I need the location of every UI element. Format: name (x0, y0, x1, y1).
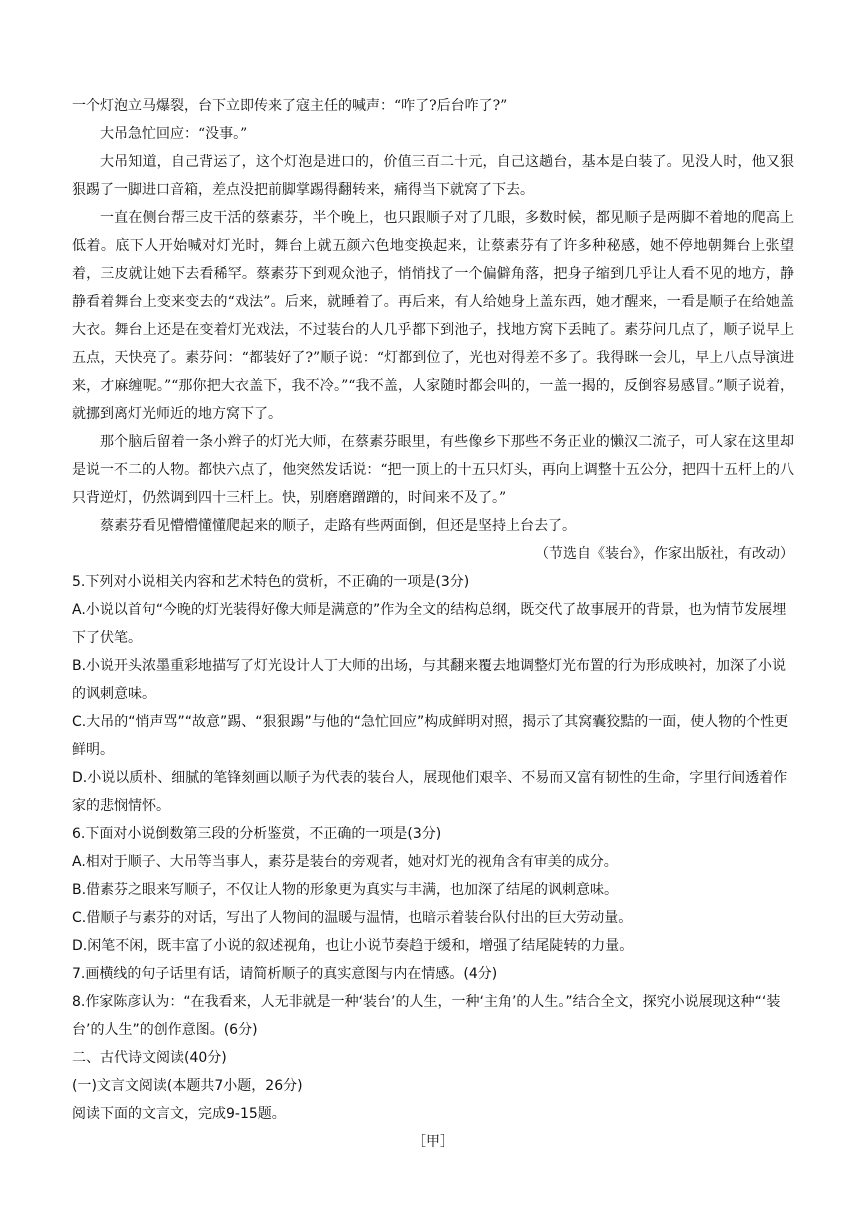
question-6-option-b: B.借素芬之眼来写顺子，不仅让人物的形象更为真实与丰满，也加深了结尾的讽刺意味。 (72, 882, 619, 898)
story-paragraph-1: 一个灯泡立马爆裂，台下立即传来了寇主任的喊声：“咋了?后台咋了?” (72, 98, 508, 114)
story-paragraph-3: 大吊知道，自己背运了，这个灯泡是进口的，价值三百二十元，自己这趟台，基本是白装了。见没人时，他又狠狠踢了一脚进口音箱，差点没把前脚掌踢得翻转来，痛得当下就窝了下去。 (72, 154, 794, 198)
question-7: 7.画横线的句子话里有话，请简析顺子的真实意图与内在情感。(4分) (72, 966, 498, 982)
subsection-heading-classical: (一)文言文阅读(本题共7小题，26分) (72, 1078, 303, 1094)
exam-page (72, 92, 794, 1156)
question-6-option-a: A.相对于顺子、大吊等当事人，素芬是装台的旁观者，她对灯光的视角含有审美的成分。 (72, 854, 618, 870)
reading-instruction: 阅读下面的文言文，完成9-15题。 (72, 1106, 286, 1122)
source-citation: （节选自《装台》，作家出版社，有改动） (535, 546, 794, 562)
question-8: 8.作家陈彦认为：“在我看来，人无非就是一种‘装台’的人生，一种‘主角’的人生。”结合全文，探究小说展现这种“‘装台’的人生”的创作意图。(6分) (72, 994, 781, 1038)
question-5-option-c: C.大吊的“悄声骂”“故意”踢、“狠狠踢”与他的“急忙回应”构成鲜明对照，揭示了其窝囊狡黠的一面，使人物的个性更鲜明。 (72, 714, 789, 758)
story-paragraph-2: 大吊急忙回应：“没事。” (100, 126, 248, 142)
question-6-option-c: C.借顺子与素芬的对话，写出了人物间的温暖与温情，也暗示着装台队付出的巨大劳动量。 (72, 910, 633, 926)
section-heading-ancient: 二、古代诗文阅读(40分) (72, 1050, 227, 1066)
question-5-option-d: D.小说以质朴、细腻的笔锋刻画以顺子为代表的装台人，展现他们艰辛、不易而又富有韧性的生命，字里行间透着作家的悲悯情怀。 (72, 770, 788, 814)
story-paragraph-6: 蔡素芬看见懵懵懂懂爬起来的顺子，走路有些两面倒，但还是坚持上台去了。 (100, 518, 576, 534)
question-6-stem: 6.下面对小说倒数第三段的分析鉴赏，不正确的一项是(3分) (72, 826, 442, 842)
question-5-stem: 5.下列对小说相关内容和艺术特色的赏析，不正确的一项是(3分) (72, 574, 470, 590)
question-5-option-b: B.小说开头浓墨重彩地描写了灯光设计人丁大师的出场，与其翻来覆去地调整灯光布置的行为形成映衬，加深了小说的讽刺意味。 (72, 658, 787, 702)
story-paragraph-4: 一直在侧台帮三皮干活的蔡素芬，半个晚上，也只跟顺子对了几眼，多数时候，都见顺子是两脚不着地的爬高上低着。底下人开始喊对灯光时，舞台上就五颜六色地变换起来，让蔡素芬有了许多种秘感，她不停地朝舞台上张望着，三皮就让她下去看稀罕。蔡素芬下到观众池子，悄悄找了一个偏僻角落，把身子缩到几乎让人看不见的地方，静静看着舞台上变来变去的“戏法”。后来，就睡着了。再后来，有人给她身上盖东西，她才醒来，一看是顺子在给她盖大衣。舞台上还是在变着灯光戏法，不过装台的人几乎都下到池子，找地方窝下丢盹了。素芬问几点了，顺子说早上五点，天快亮了。素芬问：“都装好了?”顺子说：“灯都到位了，光也对得差不多了。我得眯一会儿，早上八点导演进来，才麻缠呢。”“那你把大衣盖下，我不冷。”“我不盖，人家随时都会叫的，一盖一揭的，反倒容易感冒。”顺子说着，就挪到离灯光师近的地方窝下了。 (72, 210, 794, 422)
question-6-option-d: D.闲笔不闲，既丰富了小说的叙述视角，也让小说节奏趋于缓和，增强了结尾陡转的力量。 (72, 938, 634, 954)
passage-label-jia: ［甲］ (412, 1134, 454, 1150)
story-excerpt (72, 92, 794, 568)
question-5-option-a: A.小说以首句“今晚的灯光装得好像大师是满意的”作为全文的结构总纲，既交代了故事展开的背景，也为情节发展埋下了伏笔。 (72, 602, 787, 646)
story-paragraph-5: 那个脑后留着一条小辫子的灯光大师，在蔡素芬眼里，有些像乡下那些不务正业的懒汉二流子，可人家在这里却是说一不二的人物。都快六点了，他突然发话说：“把一顶上的十五只灯头，再向上调整十五公分，把四十五杆上的八只背逆灯，仍然调到四十三杆上。快，别磨磨蹭蹭的，时间来不及了。” (72, 434, 794, 506)
questions-section (72, 568, 794, 1156)
